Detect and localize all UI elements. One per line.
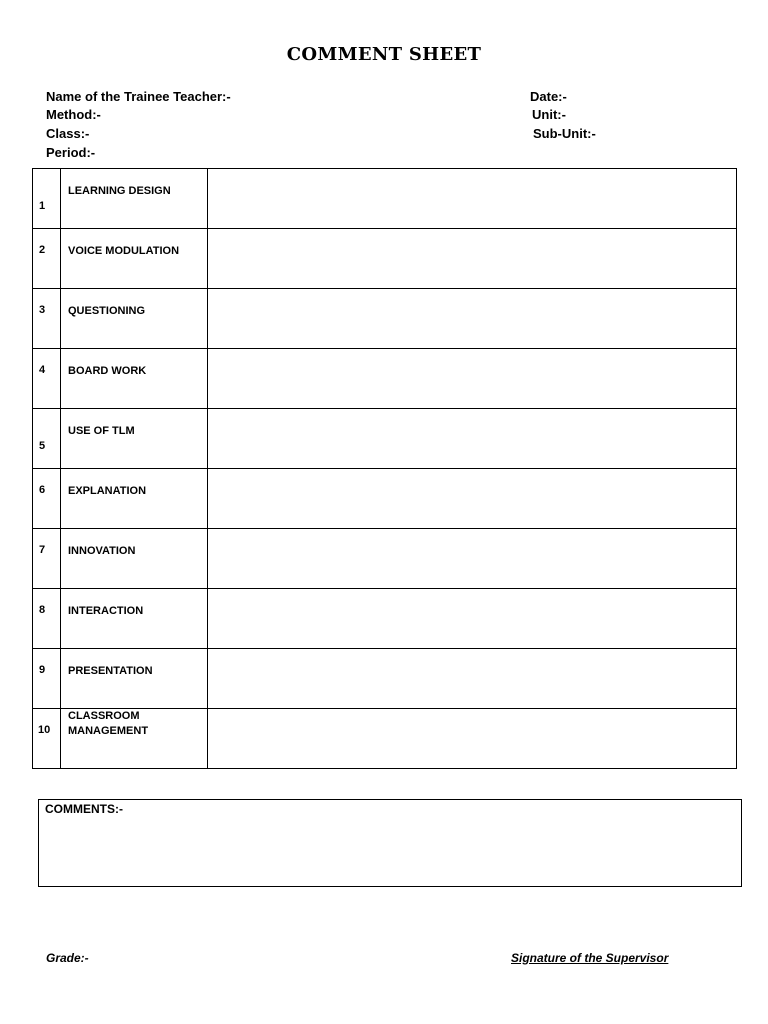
row-number: 1 [39, 200, 46, 212]
unit-label: Unit:- [532, 107, 566, 122]
row-number: 2 [39, 244, 46, 256]
trainee-name-label: Name of the Trainee Teacher:- [46, 89, 231, 104]
criterion-label: VOICE MODULATION [68, 245, 180, 257]
comment-cell [208, 229, 737, 289]
subunit-label: Sub-Unit:- [533, 126, 596, 141]
page-title: COMMENT SHEET [286, 44, 482, 65]
table-row [33, 289, 737, 349]
criterion-label: BOARD WORK [68, 365, 147, 377]
supervisor-signature-label: Signature of the Supervisor [511, 951, 669, 965]
comment-cell [208, 289, 737, 349]
criterion-label: EXPLANATION [68, 485, 147, 497]
comment-cell [208, 649, 737, 709]
date-label: Date:- [530, 89, 567, 104]
criterion-label: PRESENTATION [68, 665, 153, 677]
row-number: 8 [39, 604, 46, 616]
comments-box [38, 799, 742, 887]
row-number: 9 [39, 664, 46, 676]
row-number: 5 [39, 440, 46, 452]
comment-cell [208, 709, 737, 769]
comment-cell [208, 529, 737, 589]
row-number: 6 [39, 484, 46, 496]
row-number: 10 [38, 724, 51, 736]
comment-cell [208, 469, 737, 529]
comments-label: COMMENTS:- [45, 802, 123, 816]
table-row [33, 649, 737, 709]
table-row [33, 469, 737, 529]
criterion-label: CLASSROOM MANAGEMENT [68, 710, 149, 737]
row-number: 7 [39, 544, 46, 556]
row-number: 3 [39, 304, 46, 316]
row-number: 4 [39, 364, 46, 376]
class-label: Class:- [46, 126, 90, 141]
period-label: Period:- [46, 145, 96, 160]
table-row [33, 589, 737, 649]
table-row [33, 709, 737, 769]
criterion-label: LEARNING DESIGN [68, 185, 171, 197]
evaluation-table [32, 168, 737, 769]
table-row [33, 229, 737, 289]
comment-cell [208, 409, 737, 469]
criterion-label: INTERACTION [68, 605, 144, 617]
table-row [33, 409, 737, 469]
grade-label: Grade:- [46, 951, 89, 965]
comment-cell [208, 169, 737, 229]
criterion-label: USE OF TLM [68, 425, 135, 437]
method-label: Method:- [46, 107, 101, 122]
criterion-label: QUESTIONING [68, 305, 146, 317]
criterion-label: INNOVATION [68, 545, 136, 557]
table-row [33, 529, 737, 589]
table-row [33, 169, 737, 229]
table-row [33, 349, 737, 409]
comment-cell [208, 349, 737, 409]
comment-cell [208, 589, 737, 649]
